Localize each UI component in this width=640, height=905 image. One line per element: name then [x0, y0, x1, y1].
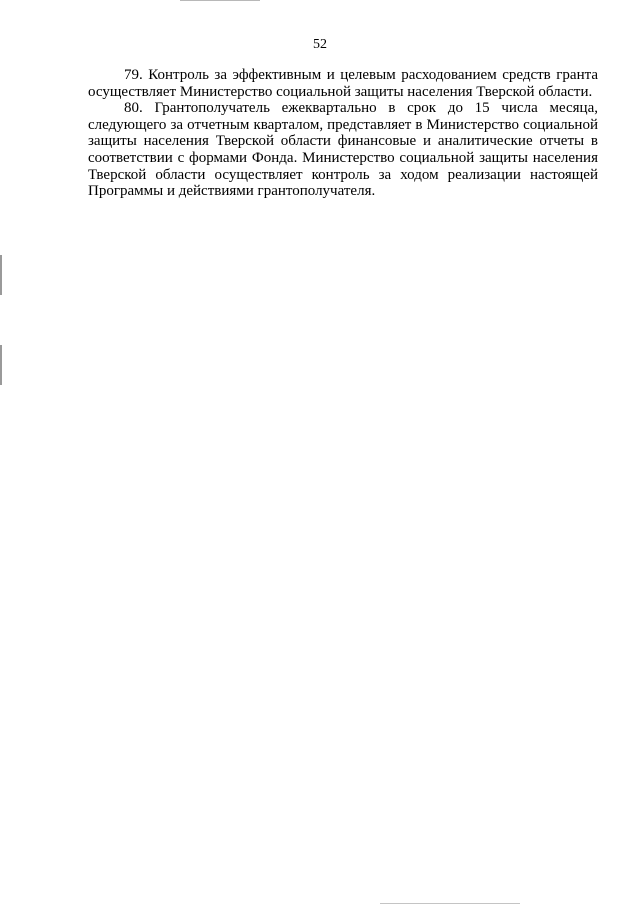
- page-number: 52: [313, 37, 327, 52]
- paragraph-79: 79. Контроль за эффективным и целевым расходованием средств гранта осуществляет Министерство социальной защиты населения Тверской области.: [88, 67, 598, 100]
- scan-artifact-top: [180, 0, 260, 1]
- document-body: [88, 67, 598, 200]
- paragraph-80: 80. Грантополучатель ежеквартально в срок до 15 числа месяца, следующего за отчетным кварталом, представляет в Министерство социальной защиты населения Тверской области финансовые и аналитические отчеты в соответствии с формами Фонда. Министерство социальной защиты населения Тверской области осуществляет контроль за ходом реализации настоящей Программы и действиями грантополучателя.: [88, 100, 598, 200]
- scan-artifact-left: [0, 255, 2, 295]
- scan-artifact-bottom: [380, 903, 520, 904]
- scan-artifact-left: [0, 345, 2, 385]
